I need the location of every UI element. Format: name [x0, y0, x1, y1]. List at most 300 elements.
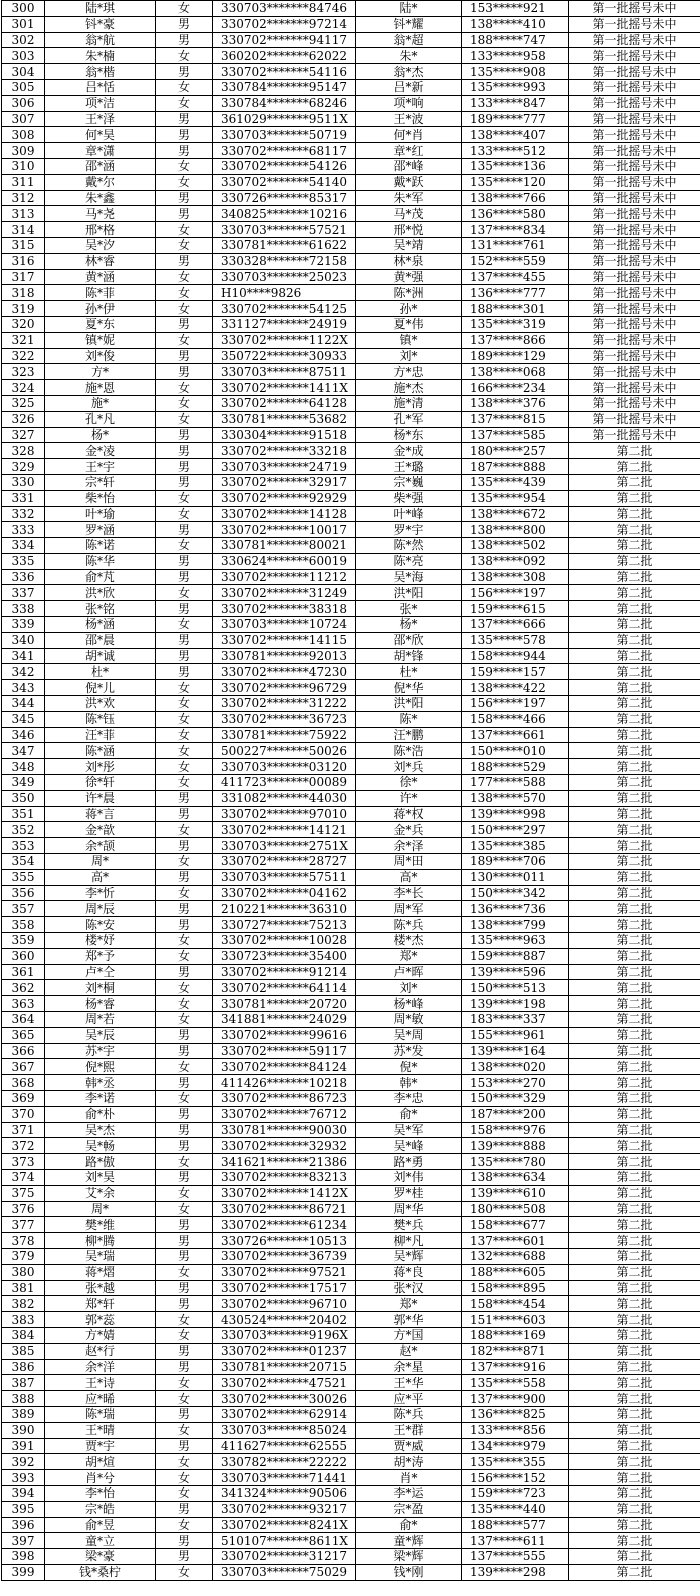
- phone-number-cell: 138*****308: [462, 569, 569, 585]
- row-number-cell: 355: [2, 869, 45, 885]
- gender-cell: 女: [156, 775, 213, 791]
- row-number-cell: 387: [2, 1375, 45, 1391]
- contact-name-cell: 杨*峰: [356, 996, 462, 1012]
- contact-name-cell: 倪*华: [356, 680, 462, 696]
- id-number-cell: 330702*******28727: [213, 854, 356, 870]
- gender-cell: 男: [156, 553, 213, 569]
- table-body: [2, 1, 700, 1581]
- applicant-name-cell: 蒋*言: [45, 806, 156, 822]
- row-number-cell: 377: [2, 1217, 45, 1233]
- table-row: [2, 1517, 700, 1533]
- table-row: [2, 869, 700, 885]
- table-row: [2, 790, 700, 806]
- row-number-cell: 398: [2, 1549, 45, 1565]
- phone-number-cell: 183*****337: [462, 1012, 569, 1028]
- batch-status-cell: 第二批: [569, 601, 700, 617]
- contact-name-cell: 陈*兵: [356, 917, 462, 933]
- gender-cell: 男: [156, 806, 213, 822]
- batch-status-cell: 第二批: [569, 648, 700, 664]
- table-row: [2, 617, 700, 633]
- id-number-cell: 330702*******36723: [213, 711, 356, 727]
- table-row: [2, 1470, 700, 1486]
- batch-status-cell: 第二批: [569, 1454, 700, 1470]
- phone-number-cell: 137*****815: [462, 411, 569, 427]
- applicant-name-cell: 路*傲: [45, 1154, 156, 1170]
- applicant-name-cell: 金*歆: [45, 822, 156, 838]
- phone-number-cell: 131*****761: [462, 237, 569, 253]
- id-number-cell: 330702*******83213: [213, 1169, 356, 1185]
- id-number-cell: 430524*******20402: [213, 1312, 356, 1328]
- batch-status-cell: 第一批摇号未中: [569, 111, 700, 127]
- batch-status-cell: 第二批: [569, 1343, 700, 1359]
- table-row: [2, 111, 700, 127]
- batch-status-cell: 第二批: [569, 506, 700, 522]
- batch-status-cell: 第一批摇号未中: [569, 285, 700, 301]
- row-number-cell: 336: [2, 569, 45, 585]
- gender-cell: 男: [156, 1106, 213, 1122]
- contact-name-cell: 贾*威: [356, 1438, 462, 1454]
- id-number-cell: 330702*******94117: [213, 32, 356, 48]
- batch-status-cell: 第二批: [569, 1549, 700, 1565]
- gender-cell: 男: [156, 1359, 213, 1375]
- gender-cell: 男: [156, 443, 213, 459]
- phone-number-cell: 189*****706: [462, 854, 569, 870]
- row-number-cell: 333: [2, 522, 45, 538]
- table-row: [2, 1169, 700, 1185]
- id-number-cell: 330702*******59117: [213, 1043, 356, 1059]
- row-number-cell: 350: [2, 790, 45, 806]
- phone-number-cell: 159*****157: [462, 664, 569, 680]
- gender-cell: 女: [156, 759, 213, 775]
- contact-name-cell: 吴*辉: [356, 1248, 462, 1264]
- phone-number-cell: 159*****723: [462, 1485, 569, 1501]
- applicant-name-cell: 徐*轩: [45, 775, 156, 791]
- phone-number-cell: 133*****958: [462, 48, 569, 64]
- contact-name-cell: 夏*伟: [356, 316, 462, 332]
- id-number-cell: 341881*******24029: [213, 1012, 356, 1028]
- phone-number-cell: 137*****866: [462, 332, 569, 348]
- contact-name-cell: 楼*杰: [356, 933, 462, 949]
- table-row: [2, 1485, 700, 1501]
- phone-number-cell: 135*****963: [462, 933, 569, 949]
- applicant-name-cell: 王*诗: [45, 1375, 156, 1391]
- contact-name-cell: 肖*: [356, 1470, 462, 1486]
- phone-number-cell: 182*****871: [462, 1343, 569, 1359]
- applicant-name-cell: 王*宇: [45, 459, 156, 475]
- batch-status-cell: 第二批: [569, 996, 700, 1012]
- table-row: [2, 538, 700, 554]
- applicant-name-cell: 俞*昱: [45, 1517, 156, 1533]
- table-row: [2, 1280, 700, 1296]
- phone-number-cell: 139*****164: [462, 1043, 569, 1059]
- batch-status-cell: 第二批: [569, 569, 700, 585]
- id-number-cell: 330784*******95147: [213, 79, 356, 95]
- contact-name-cell: 项*响: [356, 95, 462, 111]
- contact-name-cell: 刘*兵: [356, 759, 462, 775]
- applicant-name-cell: 胡*诚: [45, 648, 156, 664]
- table-row: [2, 206, 700, 222]
- contact-name-cell: 杨*: [356, 617, 462, 633]
- contact-name-cell: 余*星: [356, 1359, 462, 1375]
- gender-cell: 女: [156, 1470, 213, 1486]
- id-number-cell: 330702*******54125: [213, 301, 356, 317]
- batch-status-cell: 第二批: [569, 459, 700, 475]
- contact-name-cell: 章*红: [356, 143, 462, 159]
- applicant-name-cell: 樊*维: [45, 1217, 156, 1233]
- phone-number-cell: 137*****555: [462, 1549, 569, 1565]
- id-number-cell: 330726*******85317: [213, 190, 356, 206]
- contact-name-cell: 赵*: [356, 1343, 462, 1359]
- contact-name-cell: 吴*靖: [356, 237, 462, 253]
- batch-status-cell: 第二批: [569, 1201, 700, 1217]
- gender-cell: 女: [156, 301, 213, 317]
- row-number-cell: 375: [2, 1185, 45, 1201]
- id-number-cell: 330702*******36739: [213, 1248, 356, 1264]
- phone-number-cell: 139*****998: [462, 806, 569, 822]
- contact-name-cell: 宗*盈: [356, 1501, 462, 1517]
- table-row: [2, 1406, 700, 1422]
- applicant-name-cell: 许*晨: [45, 790, 156, 806]
- table-row: [2, 680, 700, 696]
- applicant-name-cell: 余*洋: [45, 1359, 156, 1375]
- row-number-cell: 322: [2, 348, 45, 364]
- table-row: [2, 1312, 700, 1328]
- gender-cell: 女: [156, 885, 213, 901]
- contact-name-cell: 刘*: [356, 980, 462, 996]
- phone-number-cell: 150*****329: [462, 1090, 569, 1106]
- batch-status-cell: 第二批: [569, 917, 700, 933]
- table-row: [2, 522, 700, 538]
- table-row: [2, 696, 700, 712]
- contact-name-cell: 蒋*良: [356, 1264, 462, 1280]
- batch-status-cell: 第一批摇号未中: [569, 48, 700, 64]
- applicant-name-cell: 刘*昊: [45, 1169, 156, 1185]
- gender-cell: 男: [156, 348, 213, 364]
- contact-name-cell: 施*杰: [356, 380, 462, 396]
- batch-status-cell: 第一批摇号未中: [569, 364, 700, 380]
- row-number-cell: 305: [2, 79, 45, 95]
- id-number-cell: 330702*******1122X: [213, 332, 356, 348]
- table-row: [2, 743, 700, 759]
- batch-status-cell: 第一批摇号未中: [569, 222, 700, 238]
- row-number-cell: 315: [2, 237, 45, 253]
- gender-cell: 女: [156, 1517, 213, 1533]
- batch-status-cell: 第二批: [569, 948, 700, 964]
- applicant-name-cell: 柳*腾: [45, 1233, 156, 1249]
- phone-number-cell: 137*****834: [462, 222, 569, 238]
- phone-number-cell: 159*****615: [462, 601, 569, 617]
- gender-cell: 男: [156, 1027, 213, 1043]
- applicant-name-cell: 陈*钰: [45, 711, 156, 727]
- contact-name-cell: 戴*跃: [356, 174, 462, 190]
- phone-number-cell: 137*****666: [462, 617, 569, 633]
- gender-cell: 男: [156, 32, 213, 48]
- phone-number-cell: 138*****068: [462, 364, 569, 380]
- contact-name-cell: 陈*然: [356, 538, 462, 554]
- batch-status-cell: 第二批: [569, 854, 700, 870]
- id-number-cell: 330702*******54116: [213, 64, 356, 80]
- id-number-cell: 411426*******10218: [213, 1075, 356, 1091]
- batch-status-cell: 第二批: [569, 901, 700, 917]
- table-row: [2, 506, 700, 522]
- gender-cell: 女: [156, 395, 213, 411]
- batch-status-cell: 第二批: [569, 553, 700, 569]
- table-row: [2, 996, 700, 1012]
- table-row: [2, 901, 700, 917]
- batch-status-cell: 第二批: [569, 790, 700, 806]
- phone-number-cell: 138*****376: [462, 395, 569, 411]
- phone-number-cell: 136*****777: [462, 285, 569, 301]
- batch-status-cell: 第二批: [569, 664, 700, 680]
- contact-name-cell: 刘*: [356, 348, 462, 364]
- gender-cell: 女: [156, 1375, 213, 1391]
- row-number-cell: 312: [2, 190, 45, 206]
- id-number-cell: 330702*******47230: [213, 664, 356, 680]
- table-row: [2, 632, 700, 648]
- applicant-name-cell: 余*颉: [45, 838, 156, 854]
- phone-number-cell: 138*****407: [462, 127, 569, 143]
- applicant-name-cell: 吴*畅: [45, 1138, 156, 1154]
- id-number-cell: 330726*******10513: [213, 1233, 356, 1249]
- gender-cell: 男: [156, 253, 213, 269]
- batch-status-cell: 第二批: [569, 1485, 700, 1501]
- id-number-cell: 330702*******64114: [213, 980, 356, 996]
- applicant-name-cell: 李*诺: [45, 1090, 156, 1106]
- gender-cell: 女: [156, 617, 213, 633]
- contact-name-cell: 张*: [356, 601, 462, 617]
- contact-name-cell: 王*波: [356, 111, 462, 127]
- contact-name-cell: 陆*: [356, 1, 462, 17]
- row-number-cell: 372: [2, 1138, 45, 1154]
- batch-status-cell: 第二批: [569, 980, 700, 996]
- table-row: [2, 1422, 700, 1438]
- gender-cell: 女: [156, 680, 213, 696]
- id-number-cell: 330702*******54140: [213, 174, 356, 190]
- row-number-cell: 334: [2, 538, 45, 554]
- table-row: [2, 64, 700, 80]
- gender-cell: 女: [156, 711, 213, 727]
- row-number-cell: 397: [2, 1533, 45, 1549]
- row-number-cell: 340: [2, 632, 45, 648]
- batch-status-cell: 第二批: [569, 632, 700, 648]
- gender-cell: 女: [156, 269, 213, 285]
- phone-number-cell: 189*****129: [462, 348, 569, 364]
- contact-name-cell: 周*田: [356, 854, 462, 870]
- batch-status-cell: 第一批摇号未中: [569, 32, 700, 48]
- gender-cell: 男: [156, 364, 213, 380]
- applicant-name-cell: 章*潇: [45, 143, 156, 159]
- contact-name-cell: 俞*: [356, 1106, 462, 1122]
- gender-cell: 女: [156, 506, 213, 522]
- phone-number-cell: 135*****908: [462, 64, 569, 80]
- table-row: [2, 16, 700, 32]
- applicant-name-cell: 朱*楠: [45, 48, 156, 64]
- gender-cell: 女: [156, 1312, 213, 1328]
- gender-cell: 男: [156, 569, 213, 585]
- phone-number-cell: 188*****301: [462, 301, 569, 317]
- applicant-name-cell: 倪*熙: [45, 1059, 156, 1075]
- phone-number-cell: 135*****578: [462, 632, 569, 648]
- contact-name-cell: 陈*亮: [356, 553, 462, 569]
- table-row: [2, 1533, 700, 1549]
- row-number-cell: 386: [2, 1359, 45, 1375]
- id-number-cell: 330781*******20715: [213, 1359, 356, 1375]
- batch-status-cell: 第一批摇号未中: [569, 253, 700, 269]
- phone-number-cell: 158*****677: [462, 1217, 569, 1233]
- applicant-name-cell: 翁*楷: [45, 64, 156, 80]
- table-row: [2, 301, 700, 317]
- id-number-cell: 330702*******01237: [213, 1343, 356, 1359]
- batch-status-cell: 第二批: [569, 1391, 700, 1407]
- contact-name-cell: 金*成: [356, 443, 462, 459]
- contact-name-cell: 陈*洲: [356, 285, 462, 301]
- phone-number-cell: 139*****596: [462, 964, 569, 980]
- table-row: [2, 143, 700, 159]
- phone-number-cell: 139*****888: [462, 1138, 569, 1154]
- id-number-cell: 330702*******38318: [213, 601, 356, 617]
- batch-status-cell: 第二批: [569, 443, 700, 459]
- contact-name-cell: 林*泉: [356, 253, 462, 269]
- gender-cell: 男: [156, 459, 213, 475]
- contact-name-cell: 孙*: [356, 301, 462, 317]
- batch-status-cell: 第二批: [569, 1169, 700, 1185]
- table-row: [2, 269, 700, 285]
- contact-name-cell: 张*汉: [356, 1280, 462, 1296]
- contact-name-cell: 洪*阳: [356, 696, 462, 712]
- phone-number-cell: 188*****577: [462, 1517, 569, 1533]
- applicant-name-cell: 孙*伊: [45, 301, 156, 317]
- applicant-name-cell: 艾*余: [45, 1185, 156, 1201]
- contact-name-cell: 胡*锋: [356, 648, 462, 664]
- contact-name-cell: 蒋*权: [356, 806, 462, 822]
- contact-name-cell: 黄*强: [356, 269, 462, 285]
- contact-name-cell: 郭*华: [356, 1312, 462, 1328]
- table-row: [2, 158, 700, 174]
- gender-cell: 女: [156, 174, 213, 190]
- batch-status-cell: 第二批: [569, 1517, 700, 1533]
- applicant-name-cell: 郑*予: [45, 948, 156, 964]
- phone-number-cell: 153*****270: [462, 1075, 569, 1091]
- batch-status-cell: 第二批: [569, 1438, 700, 1454]
- phone-number-cell: 155*****961: [462, 1027, 569, 1043]
- batch-status-cell: 第二批: [569, 775, 700, 791]
- row-number-cell: 394: [2, 1485, 45, 1501]
- contact-name-cell: 陈*: [356, 711, 462, 727]
- row-number-cell: 318: [2, 285, 45, 301]
- applicant-name-cell: 胡*煊: [45, 1454, 156, 1470]
- id-number-cell: 210221*******36310: [213, 901, 356, 917]
- id-number-cell: 330784*******68246: [213, 95, 356, 111]
- id-number-cell: 330703*******25023: [213, 269, 356, 285]
- contact-name-cell: 罗*桂: [356, 1185, 462, 1201]
- id-number-cell: 341324*******90506: [213, 1485, 356, 1501]
- applicant-name-cell: 李*怡: [45, 1485, 156, 1501]
- phone-number-cell: 137*****585: [462, 427, 569, 443]
- contact-name-cell: 施*清: [356, 395, 462, 411]
- contact-name-cell: 邵*欣: [356, 632, 462, 648]
- id-number-cell: 330702*******32917: [213, 474, 356, 490]
- applicant-name-cell: 张*越: [45, 1280, 156, 1296]
- row-number-cell: 347: [2, 743, 45, 759]
- table-row: [2, 1327, 700, 1343]
- table-row: [2, 190, 700, 206]
- phone-number-cell: 137*****916: [462, 1359, 569, 1375]
- id-number-cell: 330782*******22222: [213, 1454, 356, 1470]
- table-row: [2, 1154, 700, 1170]
- contact-name-cell: 许*: [356, 790, 462, 806]
- batch-status-cell: 第二批: [569, 1312, 700, 1328]
- batch-status-cell: 第一批摇号未中: [569, 237, 700, 253]
- batch-status-cell: 第一批摇号未中: [569, 64, 700, 80]
- contact-name-cell: 俞*: [356, 1517, 462, 1533]
- table-row: [2, 459, 700, 475]
- phone-number-cell: 138*****672: [462, 506, 569, 522]
- phone-number-cell: 135*****120: [462, 174, 569, 190]
- table-row: [2, 775, 700, 791]
- row-number-cell: 304: [2, 64, 45, 80]
- batch-status-cell: 第一批摇号未中: [569, 301, 700, 317]
- row-number-cell: 369: [2, 1090, 45, 1106]
- gender-cell: 男: [156, 1169, 213, 1185]
- gender-cell: 女: [156, 1012, 213, 1028]
- table-row: [2, 1359, 700, 1375]
- gender-cell: 男: [156, 1138, 213, 1154]
- row-number-cell: 316: [2, 253, 45, 269]
- table-row: [2, 1027, 700, 1043]
- table-row: [2, 285, 700, 301]
- phone-number-cell: 137*****455: [462, 269, 569, 285]
- table-row: [2, 1264, 700, 1280]
- gender-cell: 男: [156, 143, 213, 159]
- phone-number-cell: 135*****558: [462, 1375, 569, 1391]
- table-row: [2, 917, 700, 933]
- contact-name-cell: 钱*刚: [356, 1564, 462, 1580]
- phone-number-cell: 137*****601: [462, 1233, 569, 1249]
- table-row: [2, 1217, 700, 1233]
- gender-cell: 男: [156, 1533, 213, 1549]
- applicant-name-cell: 邢*格: [45, 222, 156, 238]
- gender-cell: 男: [156, 316, 213, 332]
- row-number-cell: 313: [2, 206, 45, 222]
- batch-status-cell: 第二批: [569, 1122, 700, 1138]
- gender-cell: 男: [156, 1248, 213, 1264]
- table-row: [2, 48, 700, 64]
- gender-cell: 女: [156, 332, 213, 348]
- table-row: [2, 1138, 700, 1154]
- contact-name-cell: 柳*凡: [356, 1233, 462, 1249]
- contact-name-cell: 吕*新: [356, 79, 462, 95]
- applicant-name-cell: 李*忻: [45, 885, 156, 901]
- row-number-cell: 339: [2, 617, 45, 633]
- id-number-cell: 330723*******35400: [213, 948, 356, 964]
- batch-status-cell: 第一批摇号未中: [569, 206, 700, 222]
- batch-status-cell: 第二批: [569, 1564, 700, 1580]
- batch-status-cell: 第二批: [569, 617, 700, 633]
- table-row: [2, 569, 700, 585]
- contact-name-cell: 刘*伟: [356, 1169, 462, 1185]
- applicant-name-cell: 郑*轩: [45, 1296, 156, 1312]
- row-number-cell: 353: [2, 838, 45, 854]
- gender-cell: 男: [156, 127, 213, 143]
- contact-name-cell: 邵*峰: [356, 158, 462, 174]
- table-row: [2, 1501, 700, 1517]
- gender-cell: 男: [156, 901, 213, 917]
- applicant-name-cell: 孔*凡: [45, 411, 156, 427]
- row-number-cell: 359: [2, 933, 45, 949]
- applicant-name-cell: 施*: [45, 395, 156, 411]
- contact-name-cell: 邢*悦: [356, 222, 462, 238]
- id-number-cell: 330702*******97521: [213, 1264, 356, 1280]
